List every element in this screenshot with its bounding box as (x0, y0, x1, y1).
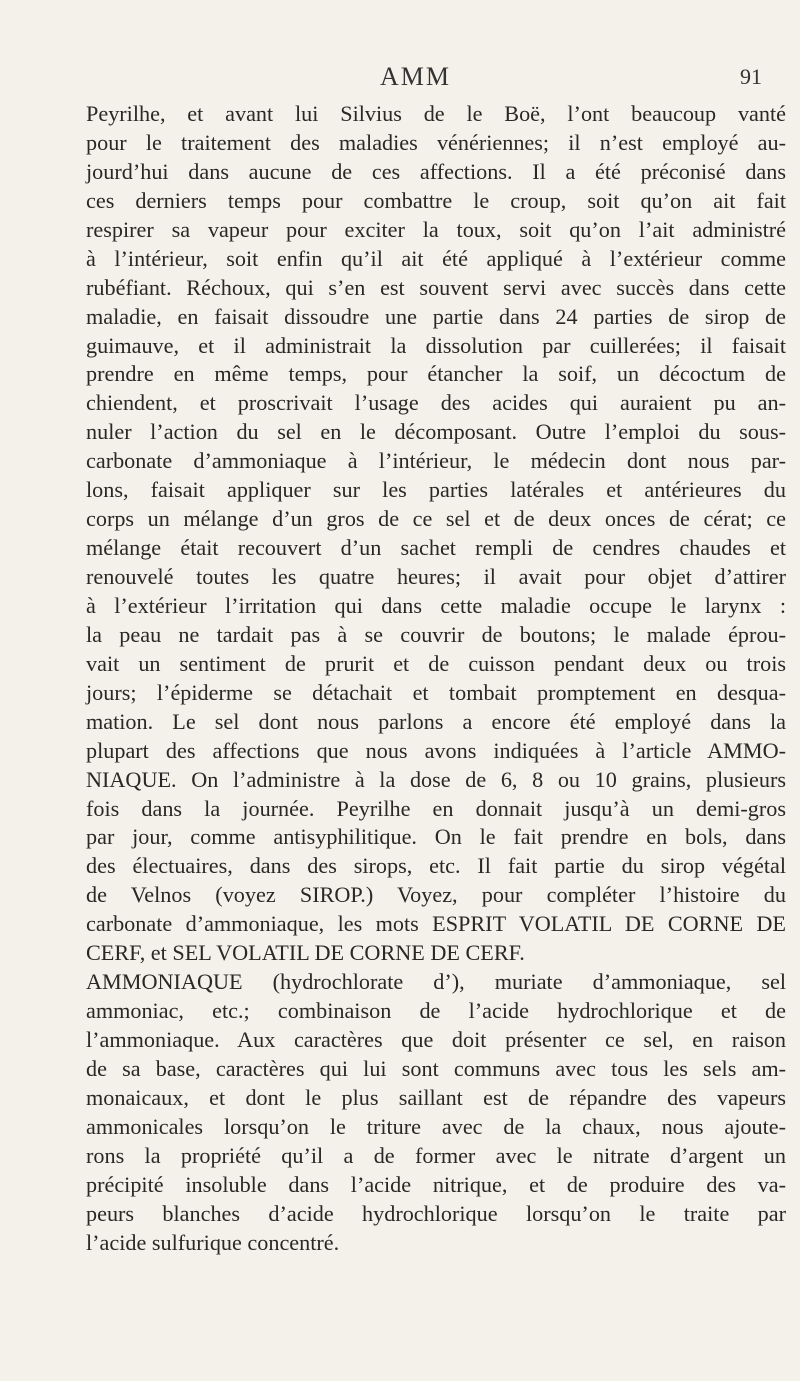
text-line: par jour, comme antisyphilitique. On le fait prendre en bols, dans (86, 824, 786, 850)
text-line: l’acide sulfurique concentré. (86, 1229, 340, 1255)
text-line: pour le traitement des maladies vénériennes; il n’est employé au- (86, 129, 786, 155)
text-line: renouvelé toutes les quatre heures; il avait pour objet d’attirer (86, 564, 786, 589)
text-line: l’ammoniaque. Aux caractères que doit présenter ce sel, en raison (86, 1027, 786, 1052)
text-line: respirer sa vapeur pour exciter la toux, soit qu’on l’ait administré (86, 216, 786, 242)
text-line: nuler l’action du sel en le décomposant. Outre l’emploi du sous- (86, 419, 786, 445)
text-line: vait un sentiment de prurit et de cuisson pendant deux ou trois (86, 650, 786, 676)
text-line: carbonate d’ammoniaque, les mots ESPRIT VOLATIL DE CORNE DE (86, 911, 786, 937)
text-line: prendre en même temps, pour étancher la soif, un décoctum de (86, 361, 786, 387)
text-line: Peyrilhe, et avant lui Silvius de le Boë, l’ont beaucoup vanté (86, 101, 786, 126)
text-line: plupart des affections que nous avons indiquées à l’article AMMO- (86, 737, 786, 763)
page-header (0, 62, 800, 96)
text-line: carbonate d’ammoniaque à l’intérieur, le médecin dont nous par- (86, 448, 786, 474)
text-line: précipité insoluble dans l’acide nitrique, et de produire des va- (86, 1171, 786, 1197)
text-line: à l’intérieur, soit enfin qu’il ait été appliqué à l’extérieur comme (86, 245, 786, 271)
text-line: mation. Le sel dont nous parlons a encore été employé dans la (86, 708, 786, 734)
text-line: ammonicales lorsqu’on le triture avec de la chaux, nous ajoute- (86, 1113, 786, 1139)
page-number: 91 (740, 64, 762, 89)
text-line: AMMONIAQUE (hydrochlorate d’), muriate d’ammoniaque, sel (86, 969, 786, 995)
text-line: des électuaires, dans des sirops, etc. Il fait partie du sirop végétal (86, 853, 786, 879)
text-line: maladie, en faisait dissoudre une partie dans 24 parties de sirop de (86, 303, 786, 329)
text-line: mélange était recouvert d’un sachet rempli de cendres chaudes et (86, 535, 786, 561)
text-line: jours; l’épiderme se détachait et tombait promptement en desqua- (86, 679, 786, 705)
running-head: AMM (380, 62, 452, 91)
text-line: rubéfiant. Réchoux, qui s’en est souvent servi avec succès dans cette (86, 274, 786, 300)
text-line: à l’extérieur l’irritation qui dans cette maladie occupe le larynx : (86, 592, 786, 618)
text-line: de sa base, caractères qui lui sont communs avec tous les sels am- (86, 1055, 786, 1081)
text-line: lons, faisait appliquer sur les parties latérales et antérieures du (86, 477, 786, 503)
text-line: fois dans la journée. Peyrilhe en donnait jusqu’à un demi-gros (86, 795, 786, 821)
text-line: monaicaux, et dont le plus saillant est de répandre des vapeurs (86, 1084, 786, 1110)
text-line: guimauve, et il administrait la dissolution par cuillerées; il faisait (86, 332, 786, 358)
body-text (86, 100, 786, 1258)
text-line: peurs blanches d’acide hydrochlorique lorsqu’on le traite par (86, 1200, 786, 1226)
text-line: corps un mélange d’un gros de ce sel et de deux onces de cérat; ce (86, 506, 786, 532)
text-line: CERF, et SEL VOLATIL DE CORNE DE CERF. (86, 940, 525, 966)
text-line: la peau ne tardait pas à se couvrir de boutons; le malade éprou- (86, 621, 786, 647)
text-line: de Velnos (voyez SIROP.) Voyez, pour compléter l’histoire du (86, 882, 786, 908)
text-line: chiendent, et proscrivait l’usage des acides qui auraient pu an- (86, 390, 786, 416)
text-line: NIAQUE. On l’administre à la dose de 6, 8 ou 10 grains, plusieurs (86, 766, 786, 792)
text-line: ces derniers temps pour combattre le croup, soit qu’on ait fait (86, 187, 786, 213)
text-line: rons la propriété qu’il a de former avec le nitrate d’argent un (86, 1142, 786, 1168)
text-line: ammoniac, etc.; combinaison de l’acide hydrochlorique et de (86, 998, 786, 1024)
text-line: jourd’hui dans aucune de ces affections. Il a été préconisé dans (86, 158, 786, 184)
